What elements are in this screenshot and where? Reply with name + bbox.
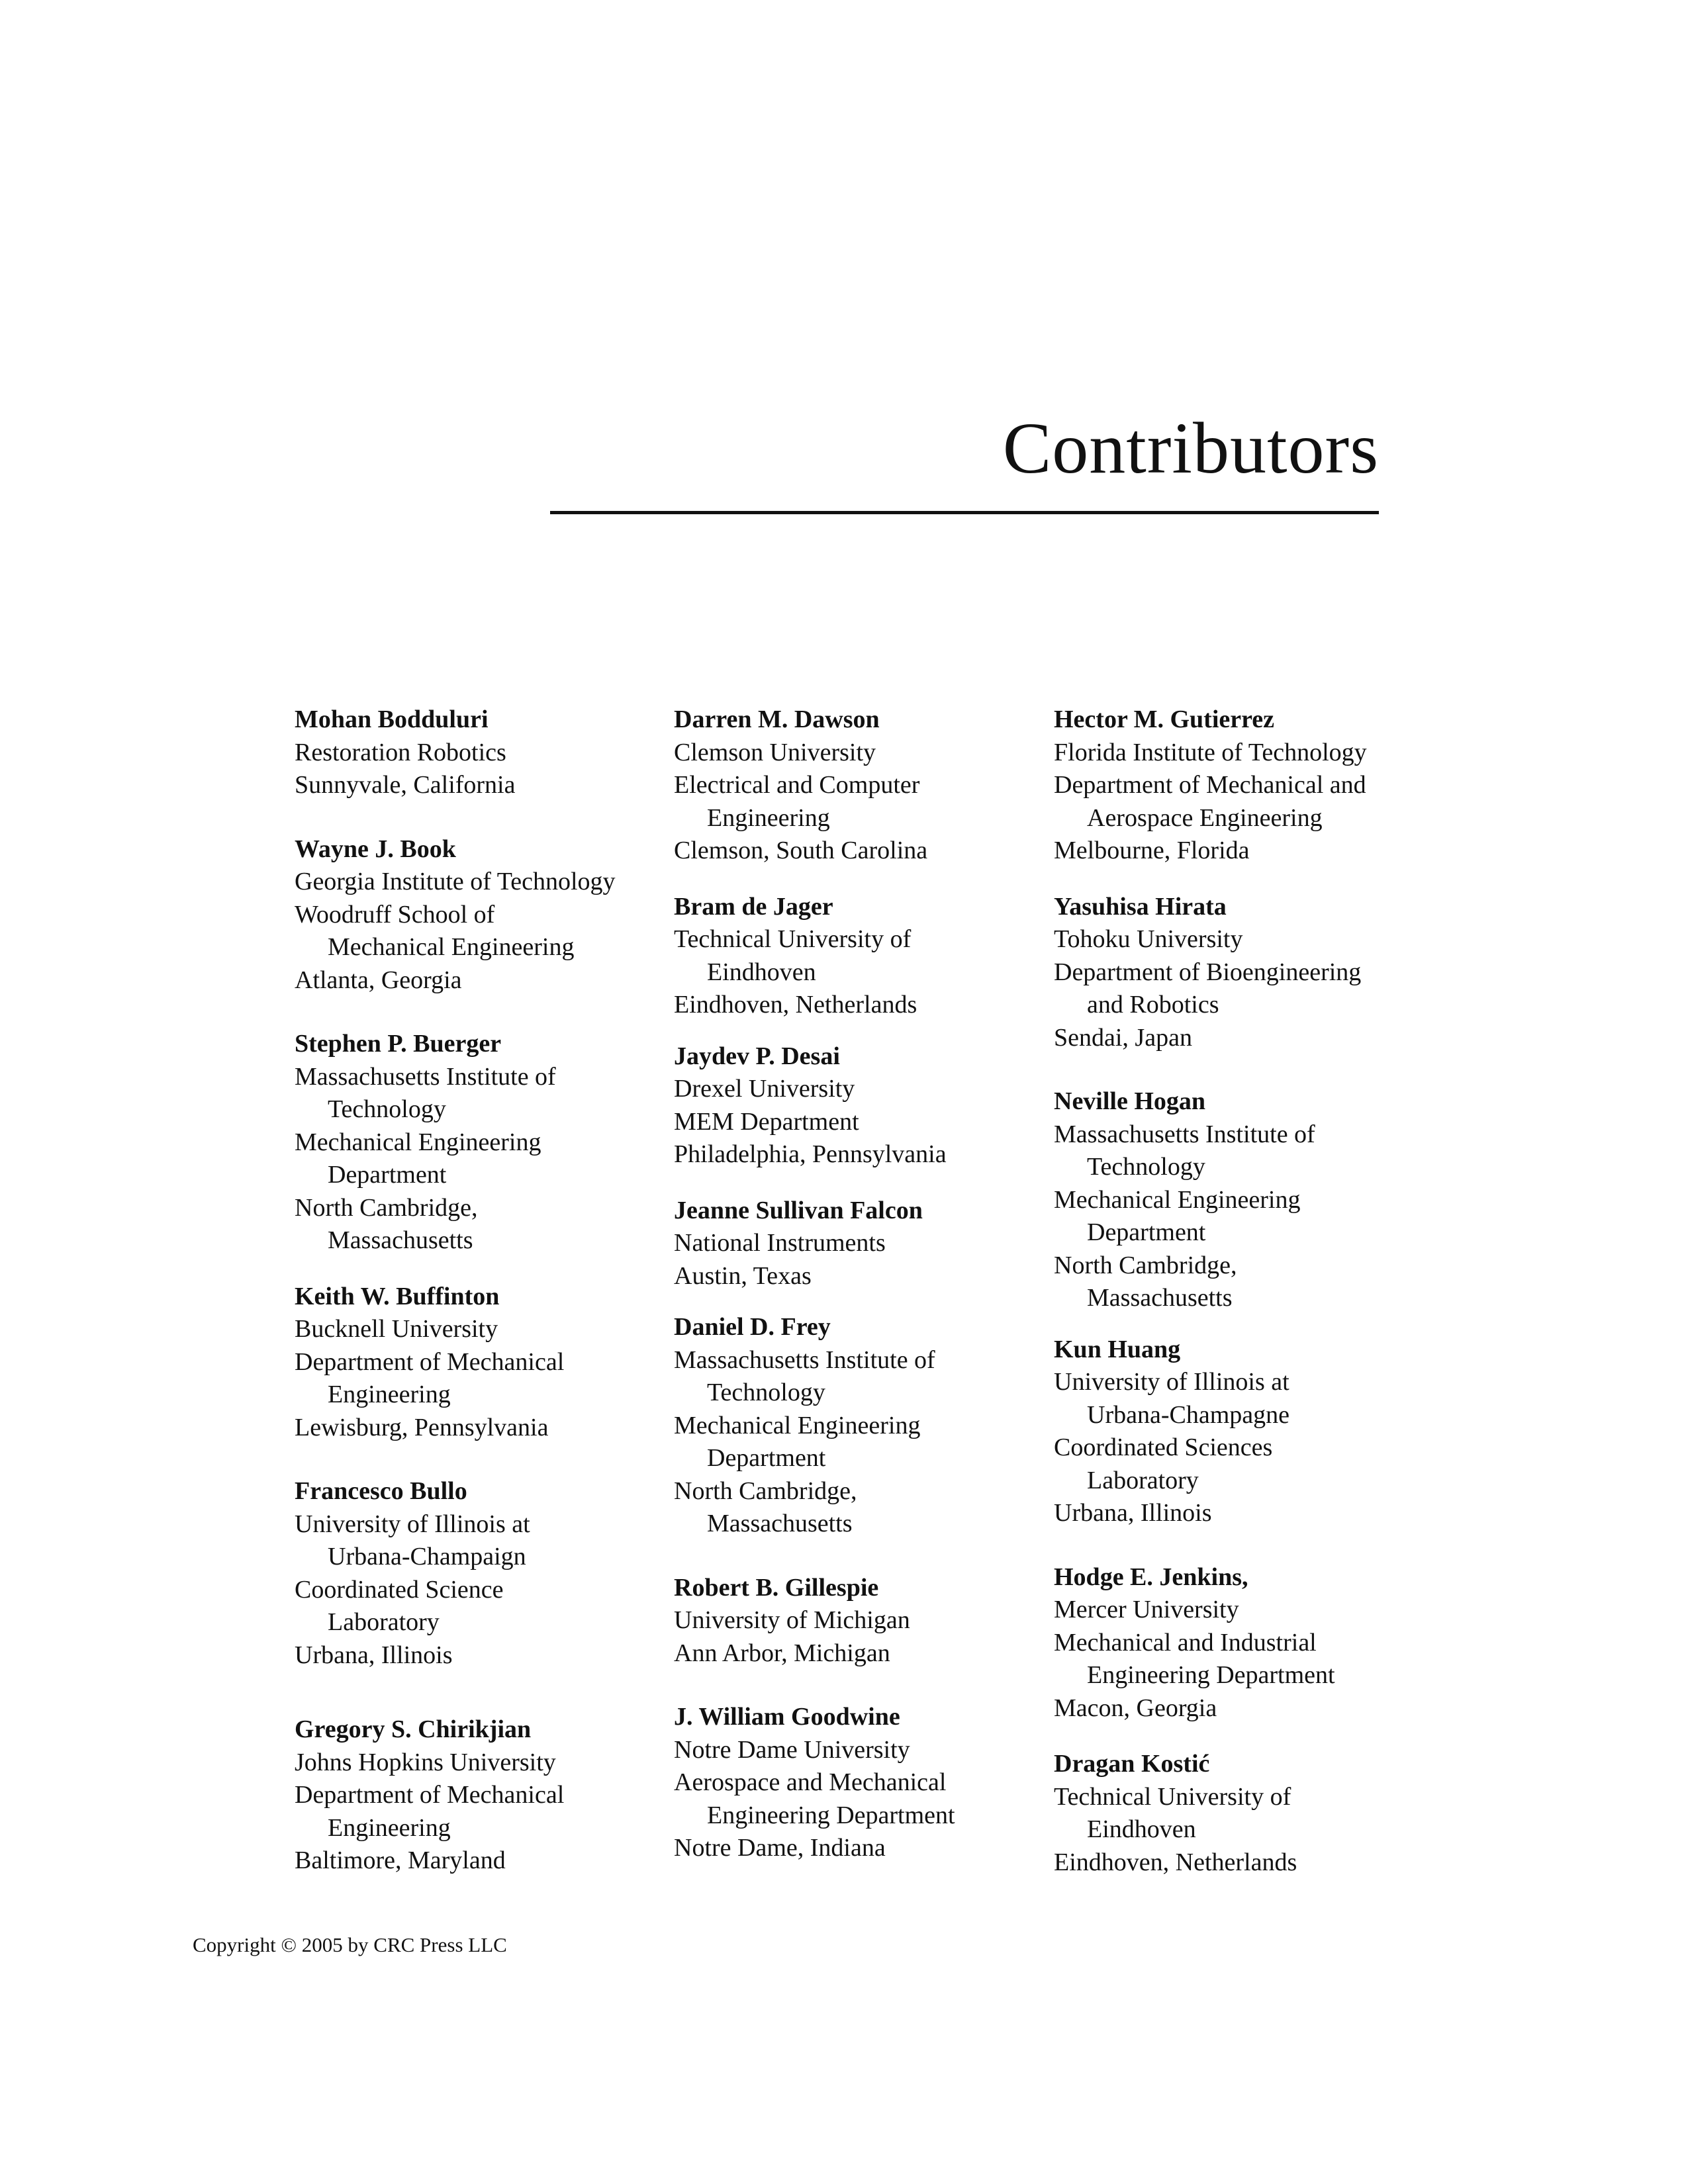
affiliation-line: Laboratory [1087,1466,1199,1494]
affiliation-line: Tohoku University [1054,925,1243,953]
affiliation-line: Engineering [707,803,830,832]
affiliation-line: Melbourne, Florida [1054,837,1250,864]
affiliation-line: Engineering Department [707,1801,955,1829]
contributor-name: Neville Hogan [1054,1087,1206,1115]
affiliation-line: Sendai, Japan [1054,1023,1192,1052]
affiliation-line: Department of Mechanical and [1054,771,1366,799]
affiliation-line: Notre Dame University [674,1735,910,1764]
affiliation-line: Aerospace and Mechanical [674,1768,947,1796]
contributors-column-2 [674,704,1045,1865]
contributor-name: J. William Goodwine [674,1703,900,1731]
affiliation-line: Coordinated Sciences [1054,1433,1273,1461]
contributors-column-1 [295,704,665,1878]
contributor-entry [1054,891,1425,1055]
contributor-entry [1054,1334,1425,1530]
affiliation-line: University of Illinois at [1054,1368,1289,1396]
affiliation-line: Mercer University [1054,1596,1239,1623]
affiliation-line: Clemson, South Carolina [674,837,928,864]
affiliation-line: Laboratory [328,1608,440,1636]
affiliation-line: Baltimore, Maryland [295,1846,506,1874]
affiliation-line: Department of Mechanical [295,1781,565,1809]
contributor-entry [674,1572,1045,1670]
affiliation-line: Restoration Robotics [295,738,506,766]
affiliation-line: Mechanical Engineering [674,1411,921,1439]
affiliation-line: Drexel University [674,1075,855,1103]
affiliation-line: Massachusetts [707,1510,853,1537]
affiliation-line: Urbana-Champaign [328,1543,526,1570]
affiliation-line: Aerospace Engineering [1087,803,1323,832]
contributor-entry [674,891,1045,1022]
page-title: Contributors [1002,408,1379,488]
contributor-entry [295,1713,665,1878]
affiliation-line: Macon, Georgia [1054,1694,1217,1722]
affiliation-line: Technical University of [674,925,912,953]
affiliation-line: Bucknell University [295,1315,498,1343]
affiliation-line: Department of Mechanical [295,1347,565,1376]
contributor-name: Darren M. Dawson [674,705,880,733]
contributor-name: Wayne J. Book [295,835,456,863]
contributor-name: Mohan Bodduluri [295,705,489,733]
contributor-name: Daniel D. Frey [674,1313,831,1341]
title-rule [550,511,1379,514]
affiliation-line: Technology [707,1379,825,1406]
contributor-entry [295,833,665,997]
affiliation-line: Mechanical Engineering [328,933,575,961]
affiliation-line: Massachusetts Institute of [1054,1120,1315,1148]
contributor-name: Jeanne Sullivan Falcon [674,1196,923,1224]
contributor-entry [1054,1561,1425,1725]
affiliation-line: Engineering [328,1381,451,1408]
contributor-entry [674,1311,1045,1541]
affiliation-line: Urbana-Champagne [1087,1400,1289,1429]
contributor-name: Keith W. Buffinton [295,1282,500,1310]
affiliation-line: Georgia Institute of Technology [295,868,616,895]
affiliation-line: Notre Dame, Indiana [674,1834,886,1862]
affiliation-line: Massachusetts Institute of [674,1345,935,1374]
affiliation-line: Eindhoven, Netherlands [1054,1848,1297,1876]
contributor-entry [295,1028,665,1257]
affiliation-line: Eindhoven [1087,1815,1196,1843]
affiliation-line: Department [1087,1218,1206,1246]
contributor-entry [674,1195,1045,1293]
copyright-notice: Copyright © 2005 by CRC Press LLC [193,1933,507,1956]
contributor-entry [1054,1085,1425,1315]
affiliation-line: Johns Hopkins University [295,1748,556,1776]
affiliation-line: Clemson University [674,738,876,766]
affiliation-line: Urbana, Illinois [1054,1499,1212,1527]
affiliation-line: Massachusetts [328,1226,473,1254]
affiliation-line: Sunnyvale, California [295,771,516,799]
affiliation-line: National Instruments [674,1229,886,1257]
affiliation-line: Electrical and Computer [674,771,920,799]
contributor-entry [674,704,1045,868]
contributor-entry [295,1475,665,1672]
affiliation-line: Eindhoven [707,958,816,986]
affiliation-line: North Cambridge, [674,1477,857,1505]
affiliation-line: Ann Arbor, Michigan [674,1639,890,1667]
contributor-entry [295,1281,665,1445]
affiliation-line: Lewisburg, Pennsylvania [295,1413,549,1441]
contributor-name: Hodge E. Jenkins, [1054,1563,1248,1591]
affiliation-line: Technical University of [1054,1782,1291,1811]
contributor-entry [1054,704,1425,868]
contributor-entry [674,1701,1045,1865]
affiliation-line: Philadelphia, Pennsylvania [674,1140,947,1168]
affiliation-line: University of Illinois at [295,1510,530,1538]
contributor-name: Bram de Jager [674,892,833,921]
affiliation-line: and Robotics [1087,991,1219,1019]
affiliation-line: Mechanical Engineering [1054,1185,1301,1214]
affiliation-line: Technology [328,1095,446,1123]
affiliation-line: Department [328,1161,447,1189]
contributors-column-3 [1054,704,1425,1879]
affiliation-line: Department [707,1444,826,1472]
affiliation-line: Engineering [328,1813,451,1842]
affiliation-line: Mechanical and Industrial [1054,1628,1317,1657]
contributor-name: Stephen P. Buerger [295,1030,502,1058]
affiliation-line: Massachusetts Institute of [295,1062,556,1091]
contributor-entry [674,1040,1045,1171]
affiliation-line: University of Michigan [674,1606,910,1634]
affiliation-line: Eindhoven, Netherlands [674,991,917,1019]
affiliation-line: Mechanical Engineering [295,1128,541,1156]
affiliation-line: Coordinated Science [295,1575,504,1604]
contributor-name: Francesco Bullo [295,1477,467,1505]
affiliation-line: Urbana, Illinois [295,1641,453,1669]
affiliation-line: Massachusetts [1087,1284,1233,1312]
contributor-entry [295,704,665,802]
contributor-name: Dragan Kostić [1054,1750,1210,1778]
contributor-name: Kun Huang [1054,1335,1181,1363]
affiliation-line: North Cambridge, [295,1193,478,1222]
affiliation-line: MEM Department [674,1107,859,1136]
contributor-name: Jaydev P. Desai [674,1042,840,1070]
affiliation-line: Florida Institute of Technology [1054,738,1367,766]
contributor-name: Yasuhisa Hirata [1054,892,1227,921]
contributor-entry [1054,1748,1425,1879]
contributor-name: Robert B. Gillespie [674,1573,879,1602]
affiliation-line: North Cambridge, [1054,1251,1237,1279]
affiliation-line: Woodruff School of [295,900,495,929]
affiliation-line: Technology [1087,1153,1205,1181]
contributor-name: Gregory S. Chirikjian [295,1715,532,1743]
contributor-name: Hector M. Gutierrez [1054,705,1275,733]
affiliation-line: Department of Bioengineering [1054,958,1362,986]
affiliation-line: Engineering Department [1087,1661,1335,1689]
affiliation-line: Austin, Texas [674,1261,812,1290]
affiliation-line: Atlanta, Georgia [295,966,462,994]
